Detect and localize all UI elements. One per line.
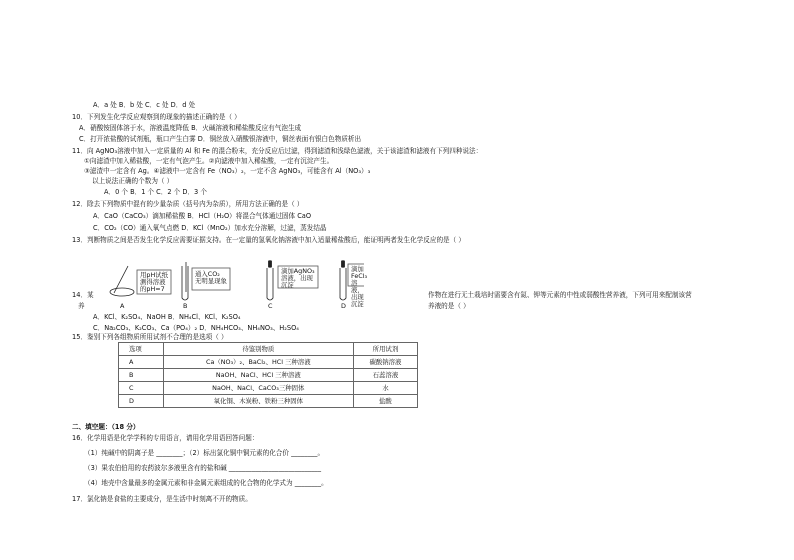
q11-statement-2: ③滤渣中一定含有 Ag。④滤液中一定含有 Fe（NO₃）₂，一定不含 AgNO₃，可能含有 Al（NO₃）₃: [84, 167, 371, 175]
fig-label-c: C: [268, 302, 273, 310]
table-cell: Ca（NO₃）₂、BaCl₂、HCl 三种溶液: [163, 356, 353, 369]
q11-options: A．0 个 B．1 个 C．2 个 D．3 个: [104, 188, 207, 196]
table-cell: NaOH、NaCl、HCl 三种溶液: [163, 369, 353, 382]
q14-options-cd: C．Na₂CO₃、K₂CO₃、Ca（PO₄）₂ D．NH₄HCO₃、NH₄NO₃、H₂SO₄: [93, 324, 299, 332]
table-cell: A: [119, 356, 164, 369]
q16-part-4: （4）地壳中含量最多的金属元素和非金属元素组成的化合物的化学式为 ________。: [84, 479, 328, 487]
table-row: [119, 369, 418, 382]
q11-statement-1: ①向滤渣中加入稀盐酸，一定有气泡产生。②向滤液中加入稀盐酸，一定有沉淀产生。: [84, 157, 334, 165]
q15-stem: 15．鉴别下列各组物质所用试剂不合理的是选项（ ）: [72, 333, 228, 341]
fig-label-d: D: [341, 302, 346, 310]
q14-stem: 作物在进行无土栽培时需要含有氮、钾等元素的中性或弱酸性营养液，下列可用来配制该营: [428, 291, 692, 299]
q12-options-cd: C．CO₂（CO）通入氧气点燃 D．KCl（MnO₂）加水充分溶解，过滤，蒸发结晶: [93, 224, 327, 232]
table-cell: 氧化铜、木炭粉、铁粉三种固体: [163, 395, 353, 408]
q10-options-cd: C．打开浓盐酸的试剂瓶，瓶口产生白雾 D．铜丝放入硝酸银溶液中，铜丝表面有银白色物质析出: [79, 135, 362, 143]
q17-stem: 17．氯化钠是食盐的主要成分，是生活中时刻离不开的物质。: [72, 495, 252, 503]
q16-part-3: （3）果农伯伯用的农药波尔多液里含有的盐和碱 ____________________________: [84, 464, 322, 472]
q12-options-ab: A．CaO（CaCO₃）滴加稀盐酸 B．HCl（H₂O）将混合气体通过固体 CaO: [93, 212, 312, 220]
table-cell: D: [119, 395, 164, 408]
table-cell: 石蕊溶液: [353, 369, 417, 382]
fig-label-b: B: [183, 302, 188, 310]
q9-options: A．a 处 B．b 处 C．c 处 D．d 处: [93, 101, 196, 109]
q12-stem: 12．除去下列物质中混有的少量杂质（括号内为杂质），所用方法正确的是（ ）: [72, 200, 304, 208]
q14-prefix-2: 养: [78, 302, 85, 310]
q14-options-ab: A．KCl、K₂SO₄、NaOH B．NH₄Cl、KCl、K₂SO₄: [93, 313, 241, 321]
table-cell: 水: [353, 382, 417, 395]
fig-d-caption: 滴加 FeCl₃ 溶液，出现 沉淀: [351, 265, 368, 308]
q11-stem: 11．向 AgNO₃溶液中加入一定质量的 Al 和 Fe 的混合粉末，充分反应后过滤，得到滤渣和浅绿色滤液，关于该滤渣和滤液有下列四种说法：: [72, 147, 483, 155]
table-row: [119, 356, 418, 369]
table-header-row: [119, 343, 418, 356]
fig-c-caption: 滴加AgNO₃ 溶液，出现 沉淀: [281, 267, 315, 289]
fig-b-caption: 通入CO₂ 无明显现象: [195, 270, 227, 285]
table-row: [119, 395, 418, 408]
q10-stem: 10．下列发生化学反应观察到的现象的描述正确的是（ ）: [72, 113, 241, 121]
q16-stem: 16．化学用语是化学学科的专用语言，请用化学用语回答问题：: [72, 434, 259, 442]
q14-prefix: 14．某: [72, 291, 94, 299]
table-header: 选项: [119, 343, 164, 356]
table-cell: 碳酸钠溶液: [353, 356, 417, 369]
table-cell: NaOH、NaCl、CaCO₃三种固体: [163, 382, 353, 395]
table-row: [119, 382, 418, 395]
table-cell: B: [119, 369, 164, 382]
q13-stem: 13．判断物质之间是否发生化学反应需要证据支持。在一定量的氢氧化钠溶液中加入适量稀盐酸后，能证明两者发生化学反应的是（ ）: [72, 236, 465, 244]
fig-label-a: A: [120, 302, 125, 310]
table-cell: 盐酸: [353, 395, 417, 408]
table-cell: C: [119, 382, 164, 395]
q15-table: [118, 342, 418, 408]
q10-options-ab: A．硝酸铵固体溶于水，溶液温度降低 B．火碱溶液和稀盐酸反应有气泡生成: [79, 124, 302, 132]
table-header: 待鉴别物质: [163, 343, 353, 356]
q11-question: 以上说法正确的个数为（ ）: [92, 177, 174, 185]
q13-figure: [104, 260, 368, 310]
q14-stem-2: 养液的是（ ）: [428, 302, 470, 310]
q16-part-1-2: （1）纯碱中的阴离子是 ________；（2）标出氯化铜中铜元素的化合价 ________。: [84, 449, 325, 457]
table-header: 所用试剂: [353, 343, 417, 356]
section-title: 二、填空题：（18 分）: [72, 423, 140, 431]
fig-a-caption: 用pH试纸 测得溶液 的pH=7: [140, 271, 169, 293]
